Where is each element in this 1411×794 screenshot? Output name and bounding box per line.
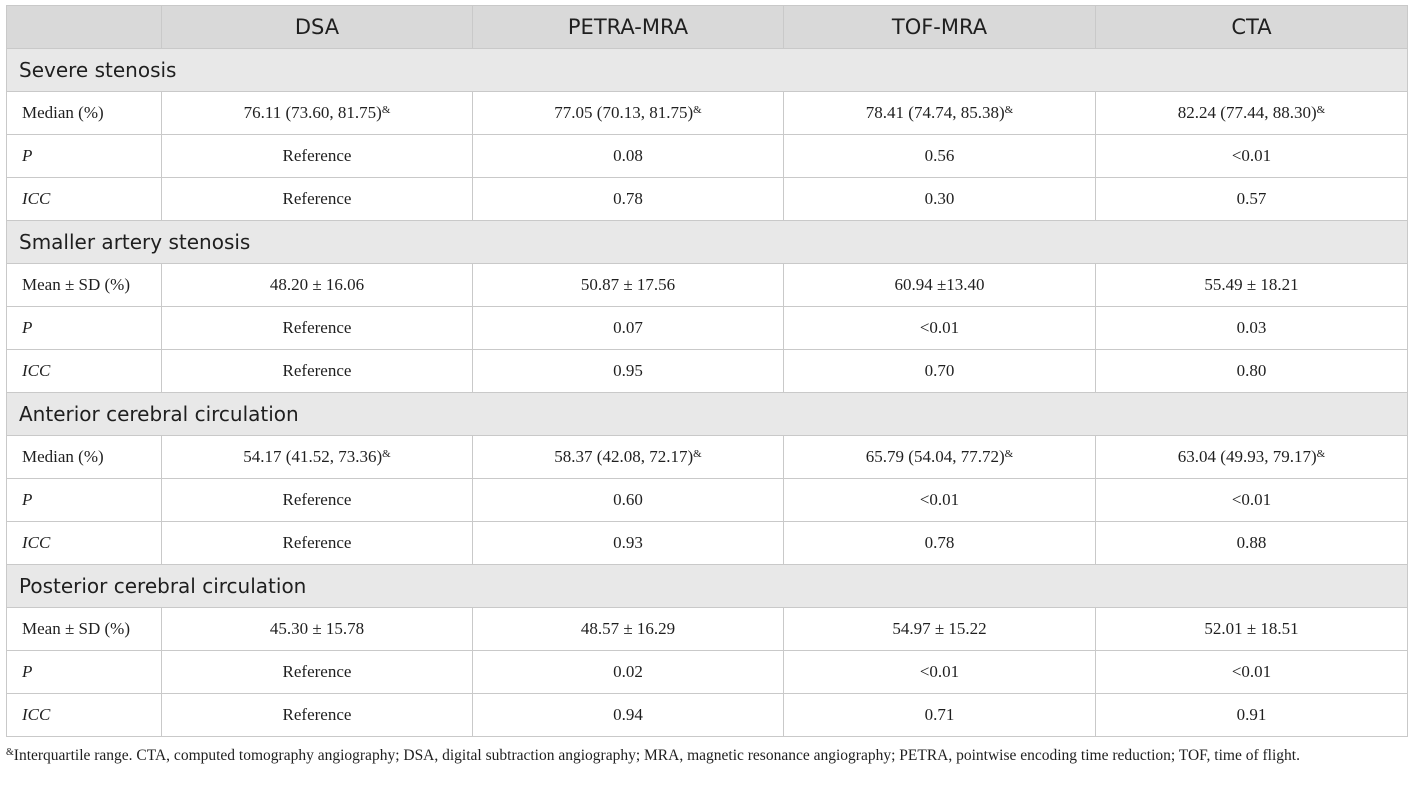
footnote-text: Interquartile range. CTA, computed tomography angiography; DSA, digital subtraction angiography; MRA, magnetic resonance angiography; PETRA, pointwise encoding time reduction; TOF, time of flight. — [13, 747, 1300, 764]
cell-dsa: Reference — [162, 522, 473, 565]
cell-tof-mra: 0.70 — [784, 350, 1096, 393]
cell-value: 63.04 (49.93, 79.17) — [1177, 447, 1317, 466]
cell-dsa: 45.30 ± 15.78 — [162, 608, 473, 651]
table-row — [7, 436, 1408, 479]
cell-value: 58.37 (42.08, 72.17) — [554, 447, 694, 466]
header-tof-mra: TOF-MRA — [784, 6, 1096, 49]
cell-tof-mra: 0.56 — [784, 135, 1096, 178]
header-dsa: DSA — [162, 6, 473, 49]
header-cta: CTA — [1096, 6, 1408, 49]
table-row — [7, 135, 1408, 178]
cell-dsa — [162, 92, 473, 135]
footnote-mark: & — [1004, 448, 1014, 460]
cell-value: 77.05 (70.13, 81.75) — [554, 103, 694, 122]
table-row — [7, 651, 1408, 694]
cell-dsa: Reference — [162, 178, 473, 221]
cell-cta — [1096, 436, 1408, 479]
cell-value: 76.11 (73.60, 81.75) — [243, 103, 382, 122]
row-label: Mean ± SD (%) — [7, 608, 162, 651]
row-label: ICC — [7, 178, 162, 221]
row-label: Median (%) — [7, 92, 162, 135]
cell-petra-mra — [473, 92, 784, 135]
footnote-mark: & — [693, 448, 702, 460]
cell-cta: 0.03 — [1096, 307, 1408, 350]
section-title: Posterior cerebral circulation — [7, 565, 1408, 608]
footnote-mark: & — [6, 747, 14, 758]
footnote-mark: & — [1316, 104, 1326, 116]
table-footnote — [6, 745, 1406, 766]
cell-cta: 0.57 — [1096, 178, 1408, 221]
table-row — [7, 178, 1408, 221]
row-label: Median (%) — [7, 436, 162, 479]
comparison-table — [6, 5, 1408, 737]
row-label: P — [7, 307, 162, 350]
row-label: P — [7, 479, 162, 522]
row-label: Mean ± SD (%) — [7, 264, 162, 307]
table-row — [7, 307, 1408, 350]
cell-cta: <0.01 — [1096, 651, 1408, 694]
cell-dsa: Reference — [162, 307, 473, 350]
cell-petra-mra: 0.60 — [473, 479, 784, 522]
footnote-mark: & — [381, 104, 391, 116]
row-label: P — [7, 651, 162, 694]
table-row — [7, 264, 1408, 307]
cell-petra-mra: 48.57 ± 16.29 — [473, 608, 784, 651]
table-container — [6, 5, 1407, 737]
cell-petra-mra: 0.08 — [473, 135, 784, 178]
table-row — [7, 522, 1408, 565]
section-row-anterior-cerebral-circulation — [7, 393, 1408, 436]
cell-petra-mra: 0.07 — [473, 307, 784, 350]
cell-petra-mra — [473, 436, 784, 479]
section-title: Anterior cerebral circulation — [7, 393, 1408, 436]
cell-tof-mra — [784, 92, 1096, 135]
cell-tof-mra: 60.94 ±13.40 — [784, 264, 1096, 307]
cell-petra-mra: 0.02 — [473, 651, 784, 694]
cell-petra-mra: 0.78 — [473, 178, 784, 221]
cell-petra-mra: 0.95 — [473, 350, 784, 393]
table-row — [7, 608, 1408, 651]
footnote-mark: & — [1004, 104, 1014, 116]
cell-value: 82.24 (77.44, 88.30) — [1177, 103, 1317, 122]
table-row — [7, 350, 1408, 393]
footnote-mark: & — [693, 104, 702, 116]
cell-cta: 52.01 ± 18.51 — [1096, 608, 1408, 651]
row-label: ICC — [7, 350, 162, 393]
cell-cta: 55.49 ± 18.21 — [1096, 264, 1408, 307]
row-label: ICC — [7, 694, 162, 737]
cell-cta: <0.01 — [1096, 479, 1408, 522]
cell-value: 78.41 (74.74, 85.38) — [865, 103, 1005, 122]
cell-dsa: 48.20 ± 16.06 — [162, 264, 473, 307]
cell-tof-mra: 0.78 — [784, 522, 1096, 565]
row-label: P — [7, 135, 162, 178]
table-row — [7, 479, 1408, 522]
table-row — [7, 92, 1408, 135]
cell-dsa: Reference — [162, 694, 473, 737]
cell-cta: 0.80 — [1096, 350, 1408, 393]
section-row-severe-stenosis — [7, 49, 1408, 92]
cell-petra-mra: 50.87 ± 17.56 — [473, 264, 784, 307]
header-corner — [7, 6, 162, 49]
cell-tof-mra: 0.71 — [784, 694, 1096, 737]
cell-tof-mra: <0.01 — [784, 651, 1096, 694]
section-row-posterior-cerebral-circulation — [7, 565, 1408, 608]
cell-petra-mra: 0.93 — [473, 522, 784, 565]
cell-dsa — [162, 436, 473, 479]
cell-value: 54.17 (41.52, 73.36) — [243, 447, 383, 466]
header-row — [7, 6, 1408, 49]
header-petra-mra: PETRA-MRA — [473, 6, 784, 49]
cell-tof-mra: <0.01 — [784, 307, 1096, 350]
cell-tof-mra: <0.01 — [784, 479, 1096, 522]
cell-dsa: Reference — [162, 651, 473, 694]
footnote-mark: & — [382, 448, 391, 460]
footnote-mark: & — [1316, 448, 1326, 460]
section-title: Severe stenosis — [7, 49, 1408, 92]
cell-value: 65.79 (54.04, 77.72) — [865, 447, 1005, 466]
cell-cta: <0.01 — [1096, 135, 1408, 178]
cell-dsa: Reference — [162, 350, 473, 393]
section-row-smaller-artery-stenosis — [7, 221, 1408, 264]
table-row — [7, 694, 1408, 737]
cell-tof-mra — [784, 436, 1096, 479]
row-label: ICC — [7, 522, 162, 565]
cell-tof-mra: 54.97 ± 15.22 — [784, 608, 1096, 651]
cell-dsa: Reference — [162, 135, 473, 178]
cell-petra-mra: 0.94 — [473, 694, 784, 737]
section-title: Smaller artery stenosis — [7, 221, 1408, 264]
cell-cta — [1096, 92, 1408, 135]
cell-dsa: Reference — [162, 479, 473, 522]
cell-cta: 0.88 — [1096, 522, 1408, 565]
cell-cta: 0.91 — [1096, 694, 1408, 737]
cell-tof-mra: 0.30 — [784, 178, 1096, 221]
